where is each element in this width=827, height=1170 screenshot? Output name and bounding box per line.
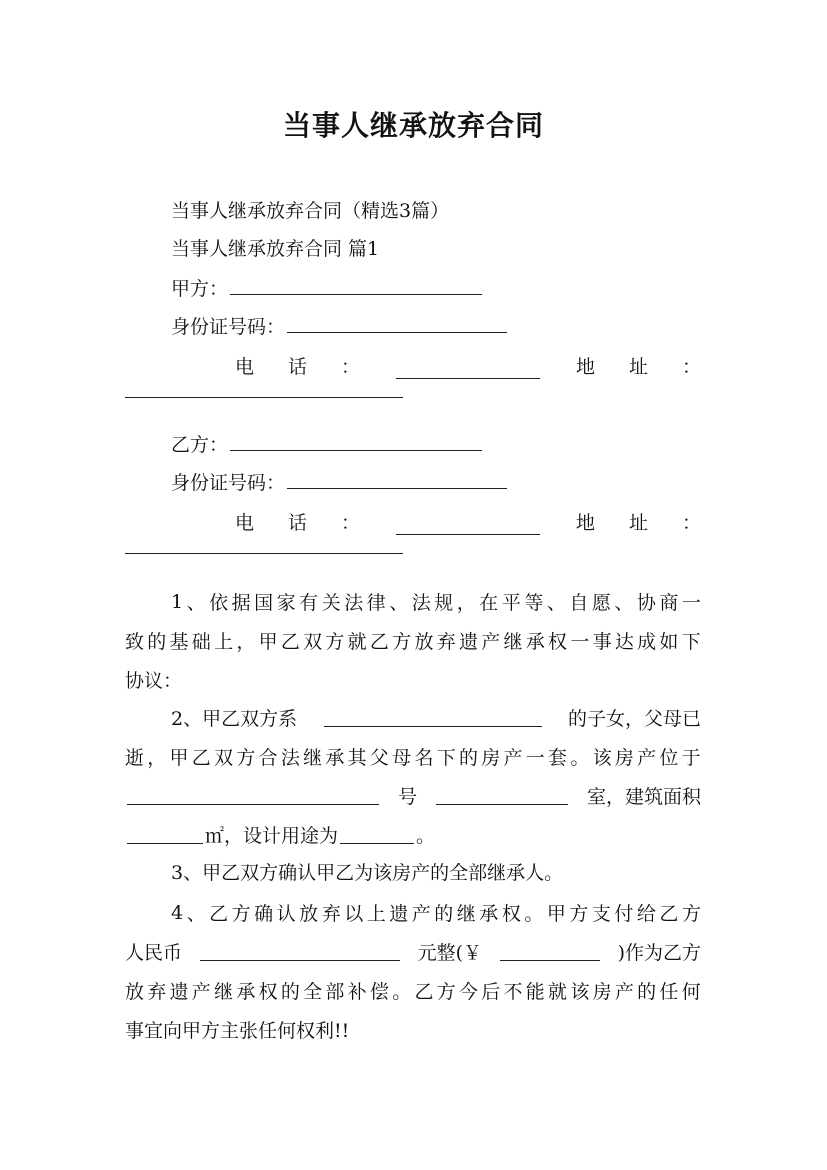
party-b-address-blank[interactable] — [125, 552, 403, 554]
clause-1 — [125, 582, 701, 699]
clause-1-line-1: 1 、 依 据 国 家 有 关 法 律 、 法 规 ， 在 平 等 、 自 愿 、 协 商 一 — [171, 590, 701, 614]
property-location-blank[interactable] — [127, 786, 379, 805]
clause-2 — [125, 698, 701, 854]
address-char-1: 地 — [575, 356, 595, 378]
room-number-blank[interactable] — [436, 786, 568, 805]
party-a-address-blank[interactable] — [125, 396, 403, 398]
address-char-2: 址 — [628, 356, 648, 378]
party-b-id-row — [171, 470, 509, 496]
party-a-id-row — [171, 314, 509, 340]
phone-colon: ： — [341, 512, 361, 534]
party-a-label: 甲方： — [171, 278, 229, 300]
clause-2-area-label: 室，建筑面积 — [586, 786, 701, 808]
party-b-row — [171, 432, 484, 458]
party-a-blank[interactable] — [230, 276, 482, 295]
clause-4 — [125, 893, 701, 1049]
clause-4-line-3: 放 弃 遗 产 继 承 权 的 全 部 补 偿 。 乙 方 今 后 不 能 就 该 房 产 的 任 何 — [125, 981, 701, 1003]
address-char-2: 址 — [628, 512, 648, 534]
clause-3-line-1: 3、甲乙双方确认甲乙为该房产的全部继承人。 — [171, 862, 564, 884]
clause-2-text-a: 2、甲乙双方系 — [171, 708, 298, 730]
phone-colon: ： — [341, 356, 361, 378]
amount-words-blank[interactable] — [200, 942, 400, 961]
address-char-1: 地 — [575, 512, 595, 534]
address-colon: ： — [681, 356, 701, 378]
clause-4-line-1: 4 、 乙 方 确 认 放 弃 以 上 遗 产 的 继 承 权 。 甲 方 支 付 给 乙 方 — [171, 901, 701, 925]
party-b-id-blank[interactable] — [287, 470, 507, 489]
address-colon: ： — [681, 512, 701, 534]
party-b-phone-blank[interactable] — [396, 516, 540, 535]
clause-2-text-b: 的子女，父母已 — [567, 708, 701, 730]
clause-4-yuan-label: 元整(￥ — [417, 942, 482, 964]
clause-4-rmb-label: 人民币 — [125, 942, 183, 964]
usage-blank[interactable] — [340, 825, 414, 844]
clause-4-text-c: )作为乙方 — [617, 942, 701, 964]
clause-1-line-2: 致 的 基 础 上 ， 甲 乙 双 方 就 乙 方 放 弃 遗 产 继 承 权 一 事 达 成 如 下 — [125, 631, 701, 653]
party-a-phone-blank[interactable] — [396, 360, 540, 379]
clause-2-number-label: 号 — [397, 786, 417, 808]
clause-2-line-1 — [125, 698, 701, 737]
party-a-row — [171, 276, 484, 302]
party-a-id-blank[interactable] — [287, 314, 507, 333]
section-heading: 当事人继承放弃合同 篇1 — [171, 238, 380, 260]
phone-char-2: 话 — [288, 356, 308, 378]
phone-char-1: 电 — [235, 356, 255, 378]
clause-3 — [125, 852, 701, 891]
party-b-blank[interactable] — [230, 432, 482, 451]
party-b-label: 乙方： — [171, 434, 229, 456]
clause-2-line-3 — [125, 776, 701, 815]
clause-1-line-3: 协议： — [125, 670, 183, 692]
id-label: 身份证号码： — [171, 316, 286, 338]
clause-2-line-2: 逝 ， 甲 乙 双 方 合 法 继 承 其 父 母 名 下 的 房 产 一 套 。 该 房 产 位 于 — [125, 747, 701, 769]
clause-2-end: 。 — [416, 825, 436, 847]
document-subtitle: 当事人继承放弃合同（精选3篇） — [171, 200, 450, 222]
clause-2-usage-label: ㎡，设计用途为 — [205, 825, 339, 847]
party-b-contact-row — [235, 508, 701, 535]
id-label: 身份证号码： — [171, 472, 286, 494]
clause-4-line-2 — [125, 932, 701, 971]
phone-char-2: 话 — [288, 512, 308, 534]
party-a-contact-row — [235, 352, 701, 379]
area-blank[interactable] — [127, 825, 203, 844]
clause-2-line-4 — [125, 815, 701, 854]
parents-name-blank[interactable] — [324, 708, 542, 727]
document-title: 当事人继承放弃合同 — [282, 109, 544, 142]
amount-number-blank[interactable] — [500, 942, 600, 961]
clause-4-line-4: 事宜向甲方主张任何权利!! — [125, 1020, 350, 1042]
phone-char-1: 电 — [235, 512, 255, 534]
